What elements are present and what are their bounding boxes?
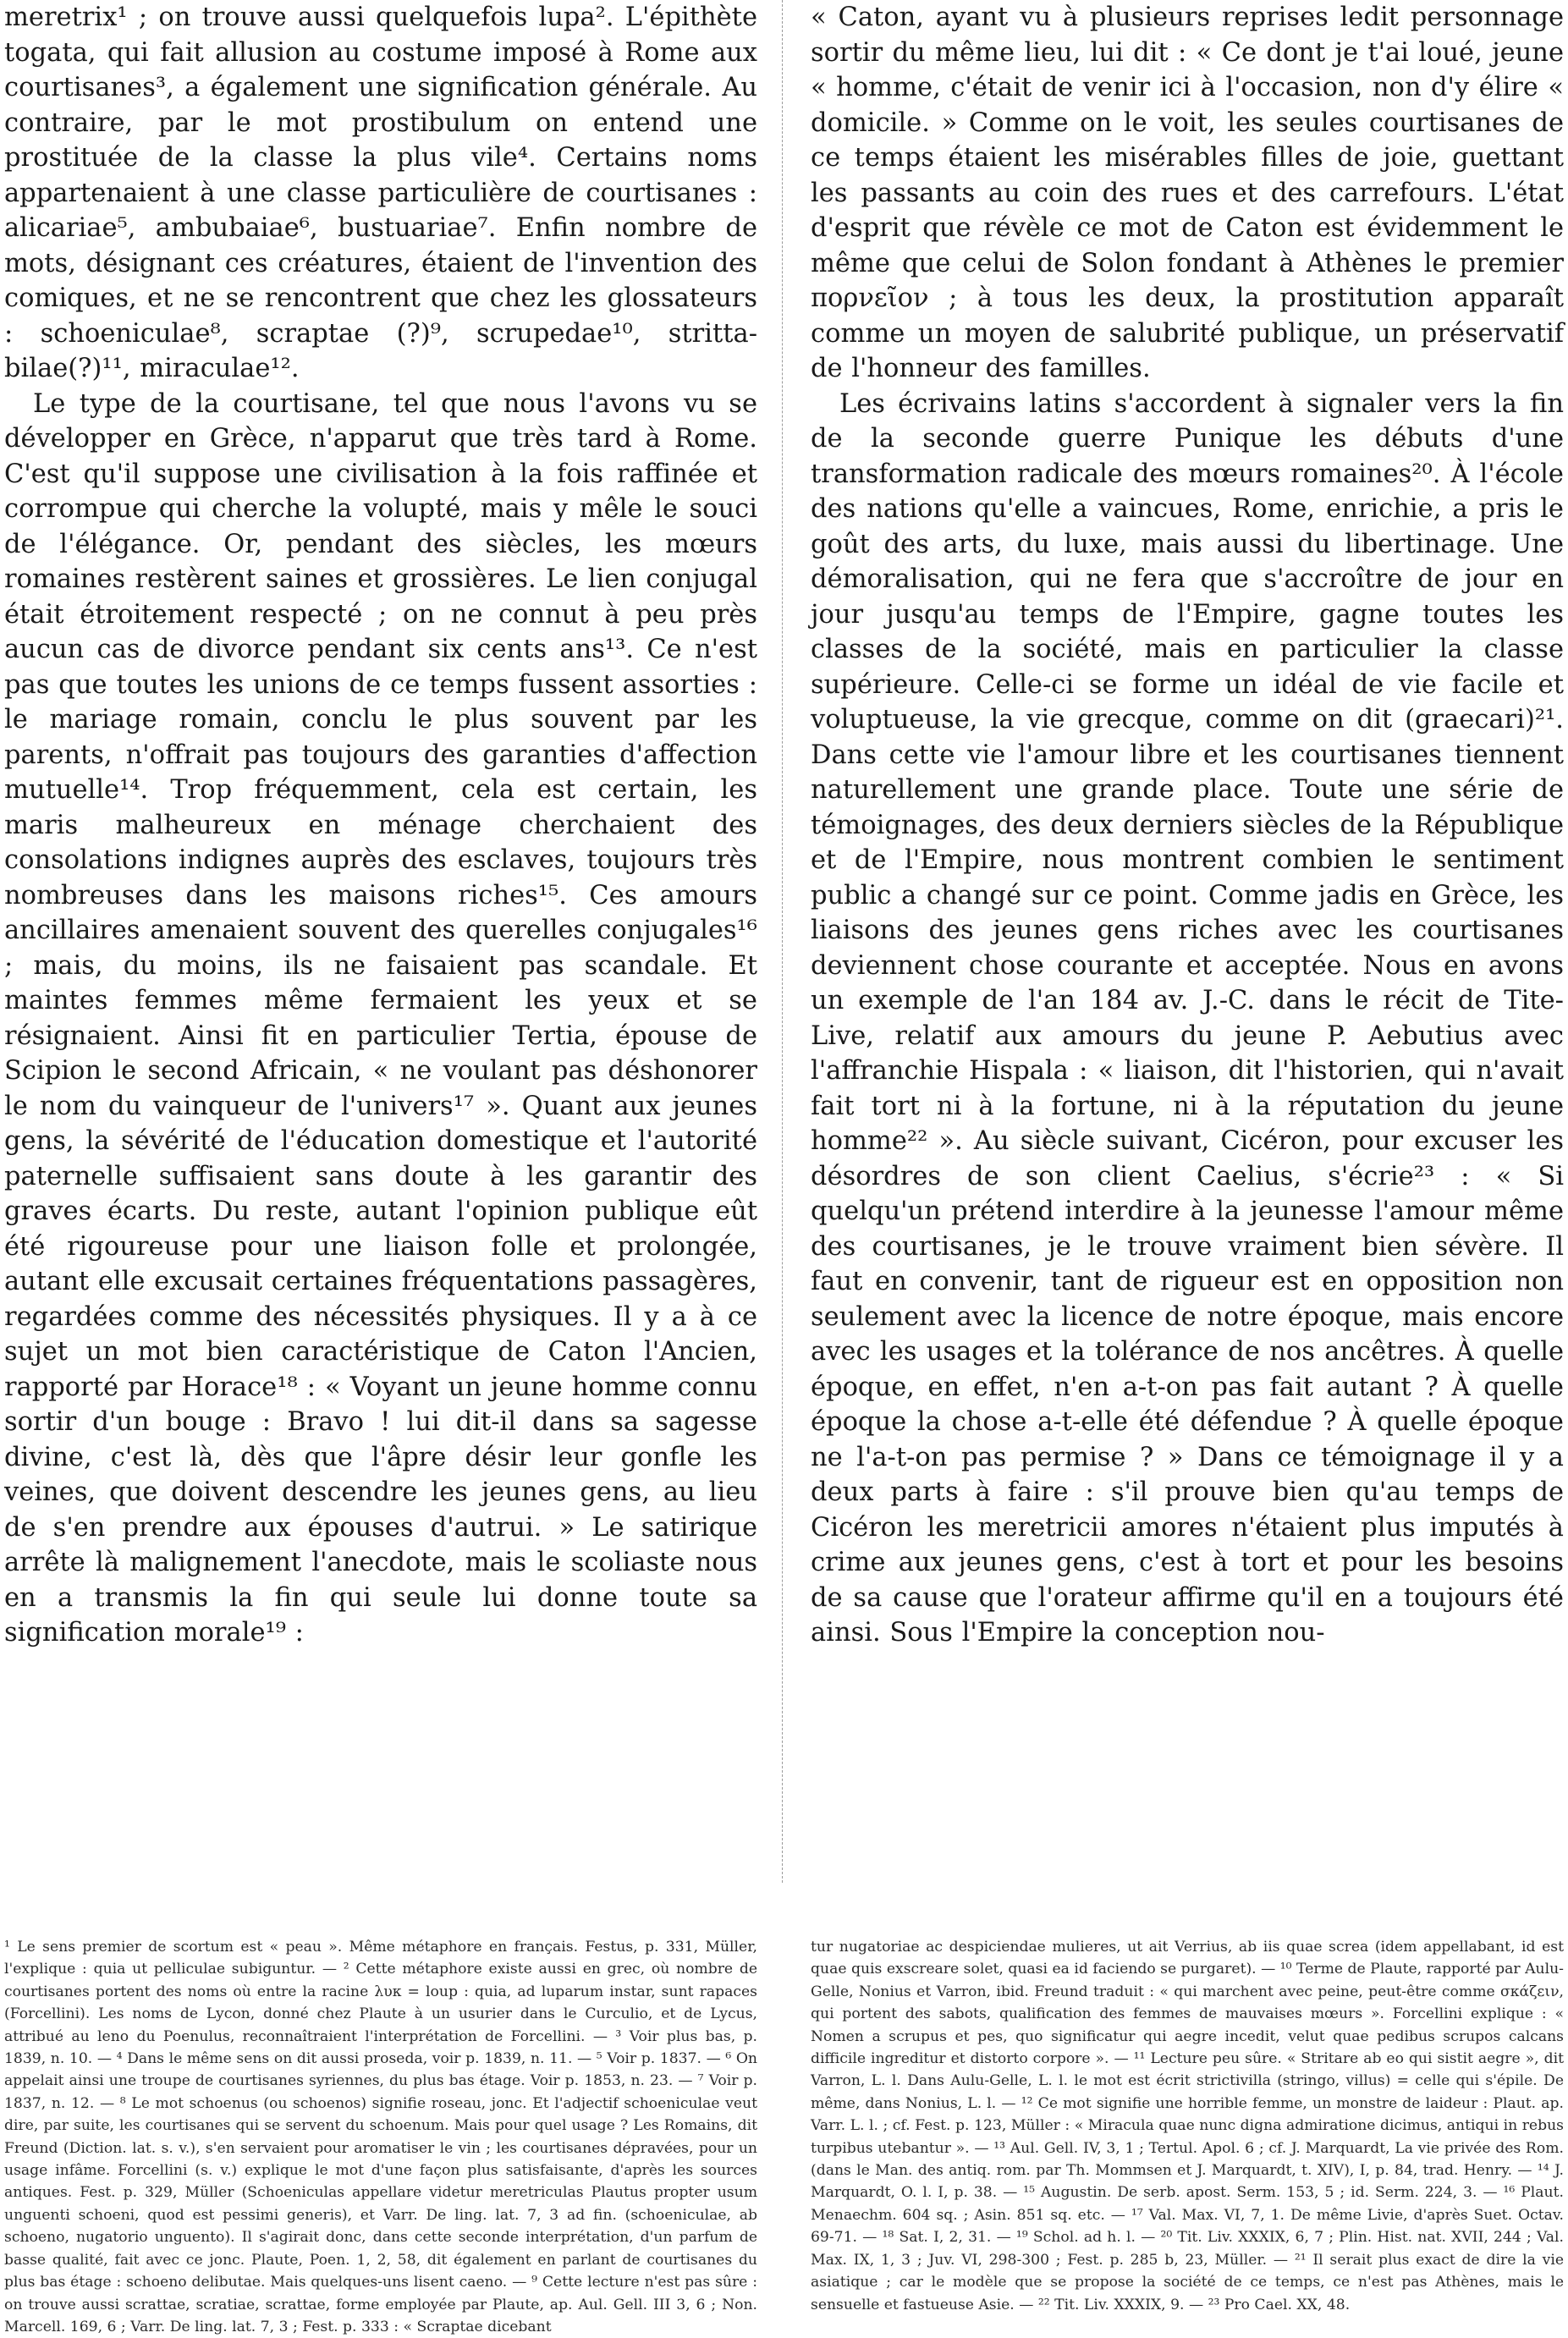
left-text-column (4, 0, 757, 1651)
column-divider (782, 0, 783, 1883)
right-footnote-text: tur nugatoriae ac despiciendae mulieres, ut ait Verrius, ab iis quae screa (idem appellabant, id est quae quis exscreare solet, quasi ea id faciendo se purgaret). — ¹⁰ Terme de Plaute, rapporté par Aulu-Gelle, Nonius et Varron, ibid. Freund traduit : « qui marchent avec peine, peut-être comme σκάζειν, qui portent des sabots, qualification des femmes de mauvaises mœurs ». Forcellini explique : « Nomen a scrupus et pes, quo significatur qui aegre incedit, velut quae pedibus scrupos calcans difficile ingreditur et distorto corpore ». — ¹¹ Lecture peu sûre. « Stritare ab eo qui sistit aegre », dit Varron, L. l. Dans Aulu-Gelle, L. l. le mot est écrit strictivilla (stringo, villus) = celle qui s'épile. De même, dans Nonius, L. l. — ¹² Ce mot signifie une horrible femme, un monstre de laideur : Plaut. ap. Varr. L. l. ; cf. Fest. p. 123, Müller : « Miracula quae nunc digna admiratione dicimus, antiqui in rebus turpibus utebantur ». — ¹³ Aul. Gell. IV, 3, 1 ; Tertul. Apol. 6 ; cf. J. Marquardt, La vie privée des Rom. (dans le Man. des antiq. rom. par Th. Mommsen et J. Marquardt, t. XIV), I, p. 84, trad. Henry. — ¹⁴ J. Marquardt, O. l. I, p. 38. — ¹⁵ Augustin. De serb. apost. Serm. 153, 5 ; id. Serm. 224, 3. — ¹⁶ Plaut. Menaechm. 604 sq. ; Asin. 851 sq. etc. — ¹⁷ Val. Max. VI, 7, 1. De même Livie, d'après Suet. Octav. 69-71. — ¹⁸ Sat. I, 2, 31. — ¹⁹ Schol. ad h. l. — ²⁰ Tit. Liv. XXXIX, 6, 7 ; Plin. Hist. nat. XVII, 244 ; Val. Max. IX, 1, 3 ; Juv. VI, 298-300 ; Fest. p. 285 b, 23, Müller. — ²¹ Il serait plus exact de dire la vie asiatique ; car le modèle que se propose la société de ce temps, ce n'est pas Athènes, mais le sensuelle et fastueuse Asie. — ²² Tit. Liv. XXXIX, 9. — ²³ Pro Cael. XX, 48. (811, 1939, 1564, 2313)
right-text-column (811, 0, 1564, 1651)
left-footnote-text: ¹ Le sens premier de scortum est « peau ». Même métaphore en français. Festus, p. 331, Müller, l'explique : quia ut pelliculae subiguntur. — ² Cette métaphore existe aussi en grec, où nombre de courtisanes portent des noms où entre la racine λυκ = loup : quia, ad luparum instar, sunt rapaces (Forcellini). Les noms de Lycon, donné chez Plaute à un usurier dans le Curculio, et de Lycus, attribué au leno du Poenulus, reconnaîtraient l'interprétation de Forcellini. — ³ Voir plus bas, p. 1839, n. 10. — ⁴ Dans le même sens on dit aussi proseda, voir p. 1839, n. 11. — ⁵ Voir p. 1837. — ⁶ On appelait ainsi une troupe de courtisanes syriennes, du plus bas étage. Voir p. 1853, n. 23. — ⁷ Voir p. 1837, n. 12. — ⁸ Le mot schoenus (ou schoenos) signifie roseau, jonc. Et l'adjectif schoeniculae veut dire, par suite, les courtisanes qui se servent du schoenum. Mais pour quel usage ? Les Romains, dit Freund (Diction. lat. s. v.), s'en servaient pour aromatiser le vin ; les courtisanes dépravées, pour un usage infâme. Forcellini (s. v.) explique le mot d'une façon plus satisfaisante, d'après les sources antiques. Fest. p. 329, Müller (Schoeniculas appellare videtur meretriculas Plautus propter usum unguenti schoeni, quod est pessimi generis), et Varr. De ling. lat. 7, 3 ad fin. (schoeniculae, ab schoeno, nugatorio unguento). Il s'agirait donc, dans cette seconde interprétation, d'un parfum de basse qualité, fait avec ce jonc. Plaute, Poen. 1, 2, 58, dit également en parlant de courtisanes du plus bas étage : schoeno delibutae. Mais quelques-uns lisent caeno. — ⁹ Cette lecture n'est pas sûre : on trouve aussi scrattae, scratiae, scrattae, forme employée par Plaute, ap. Aul. Gell. III 3, 6 ; Non. Marcell. 169, 6 ; Varr. De ling. lat. 7, 3 ; Fest. p. 333 : « Scraptae dicebant (4, 1939, 757, 2335)
left-paragraph-2: Le type de la courtisane, tel que nous l'avons vu se développer en Grèce, n'apparut que très tard à Rome. C'est qu'il suppose une civilisation à la fois raffinée et corrompue qui cherche la volupté, mais y mêle le souci de l'élégance. Or, pendant des siècles, les mœurs romaines restèrent saines et grossières. Le lien conjugal était étroitement respecté ; on ne connut à peu près aucun cas de divorce pendant six cents ans¹³. Ce n'est pas que toutes les unions de ce temps fussent assorties : le mariage romain, conclu le plus souvent par les parents, n'offrait pas toujours des garanties d'affection mutuelle¹⁴. Trop fréquemment, cela est certain, les maris malheureux en ménage cherchaient des consolations indignes auprès des esclaves, toujours très nombreuses dans les maisons riches¹⁵. Ces amours ancillaires amenaient souvent des querelles conjugales¹⁶ ; mais, du moins, ils ne faisaient pas scandale. Et maintes femmes même fermaient les yeux et se résignaient. Ainsi fit en particulier Tertia, épouse de Scipion le second Africain, « ne voulant pas déshonorer le nom du vainqueur de l'univers¹⁷ ». Quant aux jeunes gens, la sévérité de l'éducation domestique et l'autorité paternelle suffisaient sans doute à les garantir des graves écarts. Du reste, autant l'opinion publique eût été rigoureuse pour une liaison folle et prolongée, autant elle excusait certaines fréquentations passagères, regardées comme des nécessités physiques. Il y a à ce sujet un mot bien caractéristique de Caton l'Ancien, rapporté par Horace¹⁸ : « Voyant un jeune homme connu sortir d'un bouge : Bravo ! lui dit-il dans sa sagesse divine, c'est là, dès que l'âpre désir leur gonfle les veines, que doivent descendre les jeunes gens, au lieu de s'en prendre aux épouses d'autrui. » Le satirique arrête là malignement l'anecdote, mais le scoliaste nous en a transmis la fin qui seule lui donne toute sa signification morale¹⁹ : (4, 388, 757, 1648)
left-footnotes (4, 1936, 757, 2338)
right-footnotes (811, 1936, 1564, 2316)
right-paragraph-1: « Caton, ayant vu à plusieurs reprises ledit personnage sortir du même lieu, lui dit : « Ce dont je t'ai loué, jeune « homme, c'était de venir ici à l'occasion, non d'y élire « domicile. » Comme on le voit, les seules courtisanes de ce temps étaient les misérables filles de joie, guettant les passants au coin des rues et des carrefours. L'état d'esprit que révèle ce mot de Caton est évidemment le même que celui de Solon fondant à Athènes le premier πορνεῖον ; à tous les deux, la prostitution apparaît comme un moyen de salubrité publique, un préservatif de l'honneur des familles. (811, 3, 1564, 383)
left-paragraph-1: meretrix¹ ; on trouve aussi quelquefois lupa². L'épithète togata, qui fait allusion au costume imposé à Rome aux courtisanes³, a également une signification générale. Au contraire, par le mot prostibulum on entend une prostituée de la classe la plus vile⁴. Certains noms appartenaient à une classe particulière de courtisanes : alicariae⁵, ambubaiae⁶, bustuariae⁷. Enfin nombre de mots, désignant ces créatures, étaient de l'invention des comiques, et ne se rencontrent que chez les glossateurs : schoeniculae⁸, scraptae (?)⁹, scrupedae¹⁰, stritta-bilae(?)¹¹, miraculae¹². (4, 3, 757, 383)
right-paragraph-2: Les écrivains latins s'accordent à signaler vers la fin de la seconde guerre Punique les débuts d'une transformation radicale des mœurs romaines²⁰. À l'école des nations qu'elle a vaincues, Rome, enrichie, a pris le goût des arts, du luxe, mais aussi du libertinage. Une démoralisation, qui ne fera que s'accroître de jour en jour jusqu'au temps de l'Empire, gagne toutes les classes de la société, mais en particulier la classe supérieure. Celle-ci se forme un idéal de vie facile et voluptueuse, la vie grecque, comme on dit (graecari)²¹. Dans cette vie l'amour libre et les courtisanes tiennent naturellement une grande place. Toute une série de témoignages, des deux derniers siècles de la République et de l'Empire, nous montrent combien le sentiment public a changé sur ce point. Comme jadis en Grèce, les liaisons des jeunes gens riches avec les courtisanes deviennent chose courante et acceptée. Nous en avons un exemple de l'an 184 av. J.-C. dans le récit de Tite-Live, relatif aux amours du jeune P. Aebutius avec l'affranchie Hispala : « liaison, dit l'historien, qui n'avait fait tort ni à la fortune, ni à la réputation du jeune homme²² ». Au siècle suivant, Cicéron, pour excuser les désordres de son client Caelius, s'écrie²³ : « Si quelqu'un prétend interdire à la jeunesse l'amour même des courtisanes, je le trouve vraiment bien sévère. Il faut en convenir, tant de rigueur est en opposition non seulement avec la licence de notre époque, mais encore avec les usages et la tolérance de nos ancêtres. À quelle époque, en effet, n'en a-t-on pas fait autant ? À quelle époque la chose a-t-elle été défendue ? À quelle époque ne l'a-t-on pas permise ? » Dans ce témoignage il y a deux parts à faire : s'il prouve bien qu'au temps de Cicéron les meretricii amores n'étaient plus imputés à crime aux jeunes gens, c'est à tort et pour les besoins de sa cause que l'orateur affirme qu'il en a toujours été ainsi. Sous l'Empire la conception nou- (811, 388, 1564, 1648)
